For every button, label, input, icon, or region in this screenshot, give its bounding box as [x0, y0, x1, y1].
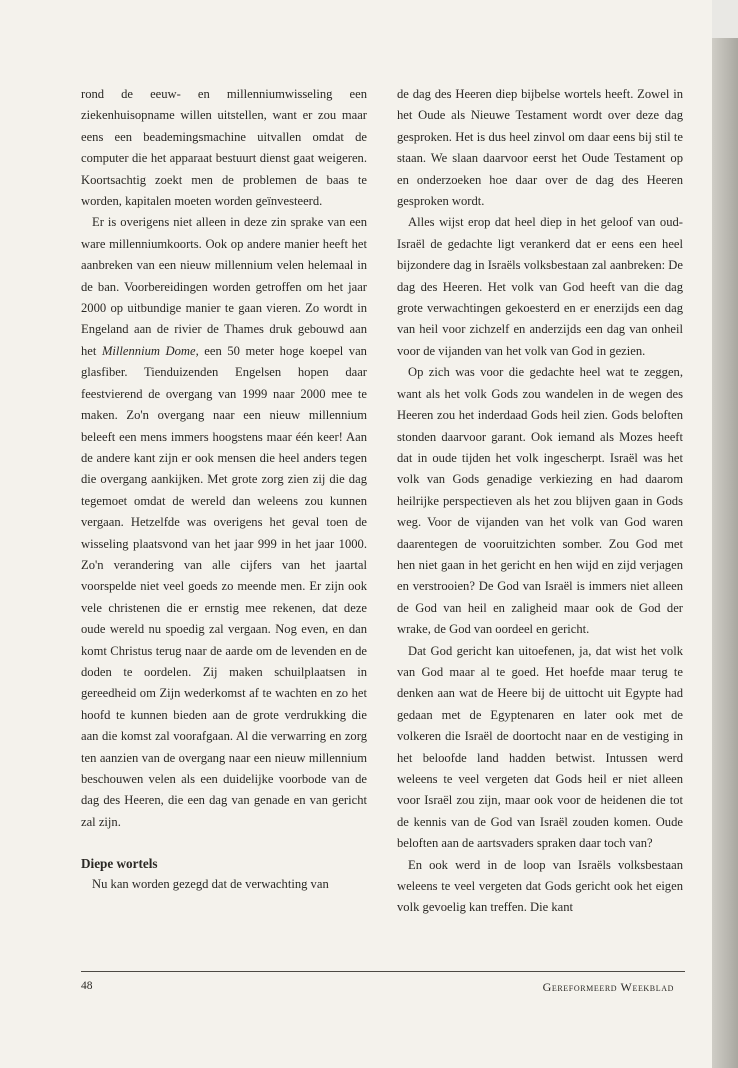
publication-name: Gereformeerd Weekblad: [542, 980, 674, 994]
left-column: [81, 84, 367, 896]
section-heading: Diepe wortels: [81, 856, 158, 872]
right-paragraph-1: de dag des Heeren diep bijbelse wortels heeft. Zowel in het Oude als Nieuwe Testament wordt over deze dag gesproken. Het is dus heel zinvol om daar eens bij stil te staan. We slaan daarvoor eerst het Oude Testament op en onderzoeken hoe daar over de dag des Heeren gesproken wordt.: [397, 87, 683, 209]
left-paragraph-2-start: Er is overigens niet alleen in deze zin sprake van een ware millenniumkoorts. Ook op andere manier heeft het aanbreken van een nieuw millennium velen helemaal in de ban. Voorbereidingen worden getroffen om het jaar 2000 op uitbundige manier te gaan vieren. Zo wordt in Engeland aan de rivier de Thames druk gebouwd aan het: [81, 215, 367, 358]
footer-rule: [81, 971, 685, 972]
right-paragraph-4: Dat God gericht kan uitoefenen, ja, dat wist het volk van God maar al te goed. Het hoefde maar terug te denken aan wat de Heere bij de uittocht uit Egypte had gedaan met de Egyptenaren en later ook met de volkeren die Israël de doortocht naar en de vestiging in het beloofde land hadden betwist. Intussen werd weleens te veel vergeten dat Gods heil er niet alleen voor Israël zou zijn, maar ook voor de heidenen die tot de kennis van de God van Israël zouden komen. Oude beloften aan de aartsvaders spraken daar toch van?: [397, 643, 683, 851]
left-paragraph-1: rond de eeuw- en millenniumwisseling een ziekenhuisopname willen uitstellen, want er zou maar eens een beademingsmachine uitvallen omdat de computer die het apparaat bestuurt dienst gaat weigeren. Koortsachtig zoekt men de problemen de baas te worden, kapitalen moeten worden geïnvesteerd.: [81, 87, 367, 209]
millennium-dome-italic: Millennium Dome,: [101, 343, 199, 358]
right-paragraph-5: En ook werd in de loop van Israëls volksbestaan weleens te veel vergeten dat Gods gericht ook het eigen volk gevoelig kan treffen. Die kant: [397, 857, 683, 915]
page-number: 48: [81, 980, 93, 992]
left-paragraph-3: Nu kan worden gezegd dat de verwachting van: [92, 877, 329, 892]
page-edge-shadow: [712, 38, 738, 1068]
left-paragraph-2: [81, 212, 367, 833]
right-column: [397, 84, 683, 919]
right-paragraph-3: Op zich was voor die gedachte heel wat te zeggen, want als het volk Gods zou wandelen in de wegen des Heeren zou het inderdaad Gods heil zien. Gods beloften stonden daarvoor garant. Ook iemand als Mozes heeft dat in oude tijden het volk ingescherpt. Israël was het volk van Gods genadige verkiezing en had daarom heilrijke perspectieven als het zou blijven gaan in Gods weg. Voor de vijanden van het volk van God waren daarentegen de vooruitzichten somber. Zou God met hen niet gaan in het gericht en hen wijd en zijd verjagen en verstrooien? De God van Israël is immers niet alleen de God van heil en zaligheid maar ook de God der wrake, de God van oordeel en gericht.: [397, 365, 683, 637]
left-paragraph-2-rest: een 50 meter hoge koepel van glasfiber. Tienduizenden Engelsen hopen daar feestvierend de overgang van 1999 naar 2000 mee te maken. Zo'n overgang naar een nieuw millennium beleeft een mens immers hoogstens maar één keer! Aan de andere kant zijn er ook mensen die heel anders tegen die overgang aankijken. Met grote zorg zien zij die dag tegemoet omdat de wereld dan weleens zou kunnen vergaan. Hetzelfde was overigens het geval toen de wisseling plaatsvond van het jaar 999 in het jaar 1000. Zo'n verandering van alle cijfers van het jaartal voorspelde niet veel goeds zo meende men. Er zijn ook vele christenen die er ernstig mee rekenen, dat deze oude wereld nu spoedig zal vergaan. Nog even, en dan komt Christus terug naar de aarde om de levenden en de doden te oordelen. Zij maken schuilplaatsen in gereedheid om Zijn wederkomst af te wachten en zo het hoofd te kunnen bieden aan de grote verdrukking die aan die komst zal voorafgaan. Al die verwarring en zorg ten aanzien van de overgang naar een nieuw millennium beschouwen velen als een duidelijke voorbode van de dag des Heeren, die een dag van genade en van gericht zal zijn.: [81, 343, 367, 829]
right-paragraph-2: Alles wijst erop dat heel diep in het geloof van oud-Israël de gedachte ligt verankerd dat er eens een heel bijzondere dag in Israëls volksbestaan zal aanbreken: De dag des Heeren. Het volk van God heeft van die dag grote verwachtingen gekoesterd en er enerzijds een dag van heil voor zichzelf en anderzijds een dag van onheil voor de vijanden van het volk van God in gezien.: [397, 215, 683, 358]
